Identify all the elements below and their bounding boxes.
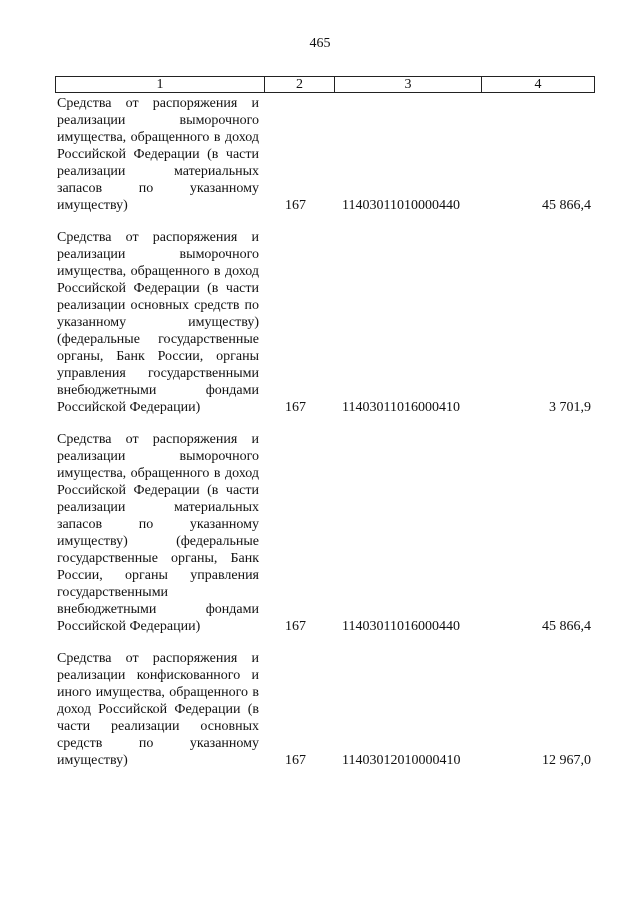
table-row xyxy=(57,229,595,416)
row-budget-code: 11403012010000410 xyxy=(342,753,461,768)
row-description: Средства от распоряжения и реализации выморочного имущества, обращенного в доход Российской Федерации (в части реализации материальных запасов по указанному имуществу) (федеральные государственные органы, Банк России, органы управления государственными внебюджетными фондами Российской Федерации) xyxy=(57,432,259,634)
table-row xyxy=(57,95,595,214)
row-budget-code: 11403011016000440 xyxy=(342,619,460,634)
column-header-4: 4 xyxy=(534,77,542,92)
row-admin-code: 167 xyxy=(285,400,306,415)
column-header-1: 1 xyxy=(56,77,265,92)
page-number: 465 xyxy=(309,36,331,51)
row-budget-code: 11403011010000440 xyxy=(342,198,460,213)
row-amount: 45 866,4 xyxy=(542,619,591,634)
column-header-2: 2 xyxy=(265,77,335,92)
row-amount: 45 866,4 xyxy=(542,198,591,213)
row-description: Средства от распоряжения и реализации выморочного имущества, обращенного в доход Российской Федерации (в части реализации основных средств по указанному имуществу) (федеральные государственные органы, Банк России, органы управления государственными внебюджетными фондами Российской Федерации) xyxy=(57,230,259,415)
row-description: Средства от распоряжения и реализации выморочного имущества, обращенного в доход Российской Федерации (в части реализации материальных запасов по указанному имуществу) xyxy=(57,96,259,213)
row-amount: 12 967,0 xyxy=(542,753,591,768)
row-admin-code: 167 xyxy=(285,198,306,213)
table-row xyxy=(57,650,595,769)
row-amount: 3 701,9 xyxy=(549,400,591,415)
table-row xyxy=(57,431,595,635)
row-admin-code: 167 xyxy=(285,753,306,768)
table-body xyxy=(57,95,595,769)
row-admin-code: 167 xyxy=(285,619,306,634)
row-budget-code: 11403011016000410 xyxy=(342,400,460,415)
row-description: Средства от распоряжения и реализации конфискованного и иного имущества, обращенного в доход Российской Федерации (в части реализации основных средств по указанному имуществу) xyxy=(57,651,259,768)
table-header-row xyxy=(55,76,595,93)
column-header-3: 3 xyxy=(335,77,482,92)
